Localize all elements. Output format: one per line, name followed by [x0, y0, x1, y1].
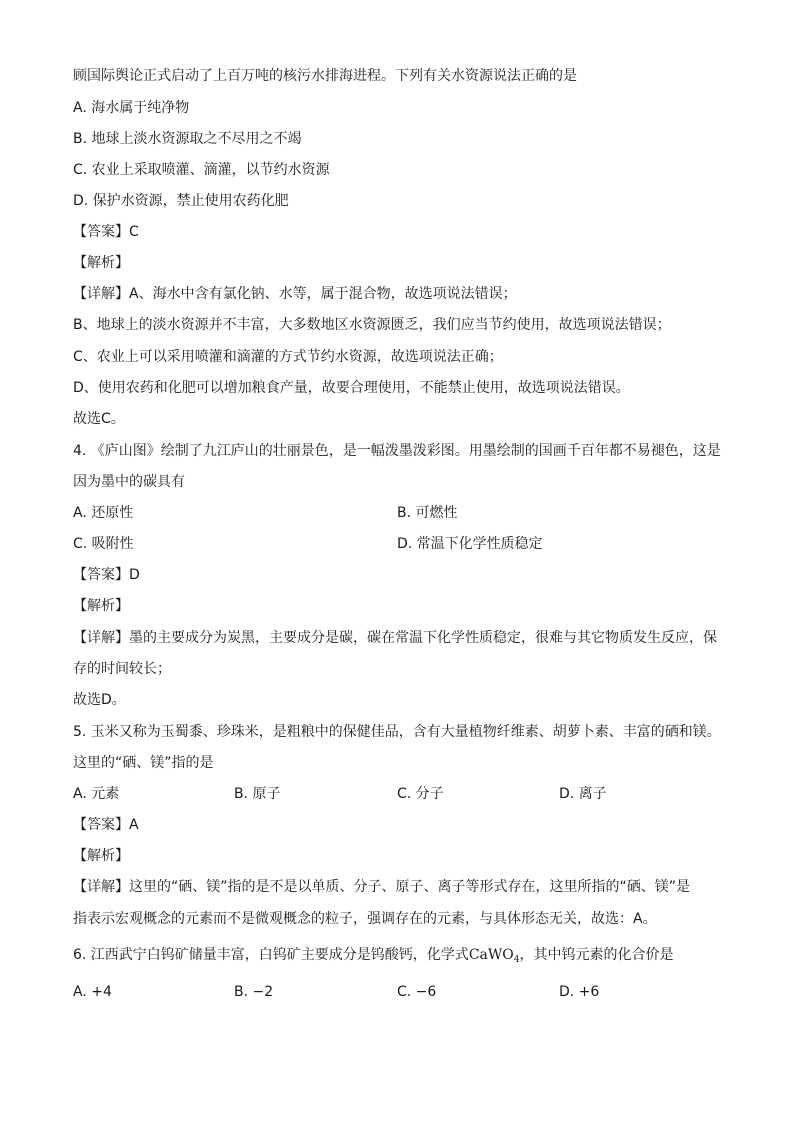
q3-answer: 【答案】C	[73, 224, 139, 240]
q5-answer: 【答案】A	[73, 817, 139, 833]
q3-detail-4: D、使用农药和化肥可以增加粮食产量，故要合理使用，不能禁止使用，故选项说法错误。	[73, 380, 630, 396]
q5-detail-1: 【详解】这里的“硒、镁”指的是不是以单质、分子、原子、离子等形式存在，这里所指的“硒、镁”是	[73, 879, 691, 895]
q6-stem	[73, 945, 673, 970]
q3-conclusion: 故选C。	[73, 411, 125, 427]
formula-subscript: 4	[513, 955, 520, 965]
q5-option-c: C. 分子	[397, 786, 444, 802]
q6-option-c: C. −6	[397, 984, 437, 1000]
q3-detail-3: C、农业上可以采用喷灌和滴灌的方式节约水资源，故选项说法正确；	[73, 349, 503, 365]
q5-detail-2: 指表示宏观概念的元素而不是微观概念的粒子，强调存在的元素，与具体形态无关，故选：A。	[73, 911, 657, 927]
q3-option-d: D. 保护水资源，禁止使用农药化肥	[73, 193, 289, 209]
q6-option-d: D. +6	[559, 984, 600, 1000]
formula-main: CaWO	[468, 947, 514, 963]
q4-detail-2: 存的时间较长；	[73, 661, 171, 677]
q3-option-a: A. 海水属于纯净物	[73, 100, 190, 116]
q4-stem-line-1: 4. 《庐山图》绘制了九江庐山的壮丽景色，是一幅泼墨泼彩图。用墨绘制的国画千百年都不易褪色，这是	[73, 443, 721, 459]
q5-stem-line-2: 这里的“硒、镁”指的是	[73, 755, 214, 771]
q3-analysis-label: 【解析】	[73, 255, 129, 271]
q6-stem-prefix: 6. 江西武宁白钨矿储量丰富，白钨矿主要成分是钨酸钙，化学式	[73, 947, 469, 963]
q4-stem-line-2: 因为墨中的碳具有	[73, 474, 185, 490]
q3-option-b: B. 地球上淡水资源取之不尽用之不竭	[73, 131, 302, 147]
q6-option-b: B. −2	[234, 984, 274, 1000]
q3-option-c: C. 农业上采取喷灌、滴灌，以节约水资源	[73, 162, 330, 178]
q3-stem: 顾国际舆论正式启动了上百万吨的核污水排海进程。下列有关水资源说法正确的是	[73, 68, 577, 84]
q4-detail-1: 【详解】墨的主要成分为炭黑，主要成分是碳，碳在常温下化学性质稳定，很难与其它物质发生反应，保	[73, 630, 717, 646]
q4-option-a: A. 还原性	[73, 505, 134, 521]
q5-option-a: A. 元素	[73, 786, 120, 802]
q5-stem-line-1: 5. 玉米又称为玉蜀黍、珍珠米，是粗粮中的保健佳品，含有大量植物纤维素、胡萝卜素、丰富的硒和镁。	[73, 724, 721, 740]
q3-detail-1: 【详解】A、海水中含有氯化钠、水等，属于混合物，故选项说法错误；	[73, 286, 517, 302]
q4-answer: 【答案】D	[73, 567, 140, 583]
q4-conclusion: 故选D。	[73, 692, 126, 708]
q4-option-d: D. 常温下化学性质稳定	[397, 536, 543, 552]
q6-stem-suffix: ，其中钨元素的化合价是	[519, 947, 674, 963]
q6-option-a: A. +4	[73, 984, 112, 1000]
q5-option-b: B. 原子	[234, 786, 281, 802]
q3-detail-2: B、地球上的淡水资源并不丰富，大多数地区水资源匮乏，我们应当节约使用，故选项说法错误；	[73, 317, 671, 333]
q4-option-b: B. 可燃性	[397, 505, 458, 521]
chemical-formula	[469, 947, 520, 963]
q4-analysis-label: 【解析】	[73, 598, 129, 614]
q5-analysis-label: 【解析】	[73, 848, 129, 864]
q4-option-c: C. 吸附性	[73, 536, 134, 552]
q5-option-d: D. 离子	[559, 786, 607, 802]
